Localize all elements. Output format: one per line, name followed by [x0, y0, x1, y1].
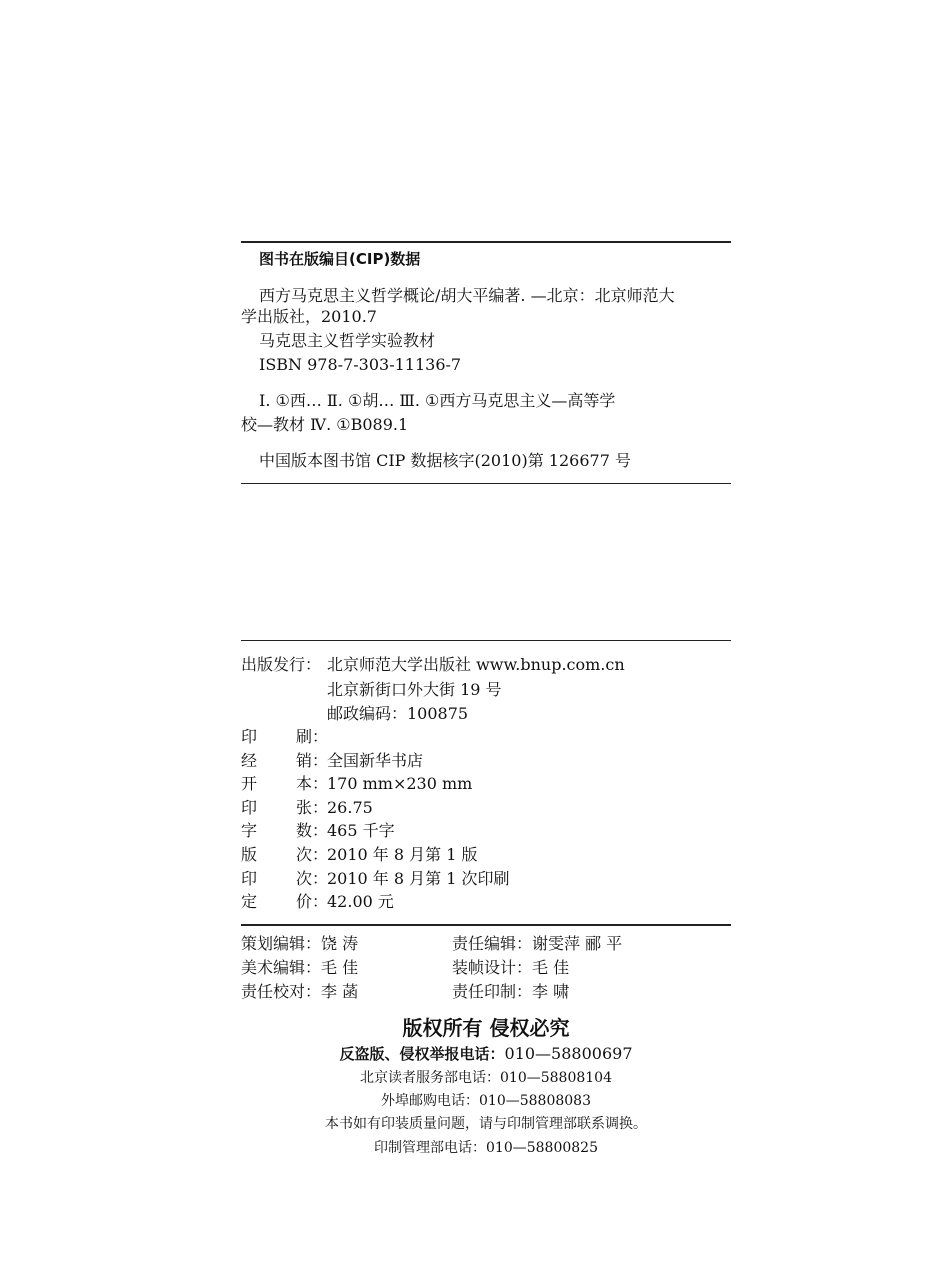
staff-left-1: 策划编辑：饶 涛 [241, 934, 359, 953]
publisher-postcode: 邮政编码：100875 [327, 704, 469, 723]
info-label-char2: 张： [296, 798, 329, 817]
cip-description-line1: 西方马克思主义哲学概论/胡大平编著. —北京：北京师范大 [259, 286, 675, 305]
piracy-report-line [241, 1044, 731, 1064]
info-value: 465 千字 [327, 821, 395, 840]
info-label-char1: 印 [241, 727, 258, 746]
staff-right-3: 责任印制：李 啸 [452, 982, 570, 1001]
mail-order-phone: 外埠邮购电话：010—58808083 [381, 1093, 591, 1109]
cip-classification-line1: Ⅰ. ①西… Ⅱ. ①胡… Ⅲ. ①西方马克思主义—高等学 [259, 391, 616, 410]
staff-right-2: 装帧设计：毛 佳 [452, 958, 570, 977]
piracy-report-label: 反盗版、侵权举报电话： [339, 1045, 505, 1063]
cip-description-line2: 学出版社，2010.7 [241, 307, 377, 326]
cip-heading: 图书在版编目(CIP)数据 [259, 250, 421, 268]
info-label-char1: 印 [241, 798, 258, 817]
info-label-char2: 本： [296, 774, 329, 793]
publisher-address: 北京新街口外大街 19 号 [327, 680, 502, 699]
quality-note: 本书如有印装质量问题，请与印制管理部联系调换。 [325, 1116, 647, 1132]
rights-title: 版权所有 侵权必究 [402, 1016, 570, 1040]
info-row-edition [241, 845, 478, 865]
info-label-char1: 开 [241, 774, 258, 793]
info-label-char2: 数： [296, 821, 329, 840]
cip-classification-line2: 校—教材 Ⅳ. ①B089.1 [241, 415, 409, 434]
piracy-report-phone: 010—58800697 [504, 1044, 633, 1063]
info-row-wordcount [241, 821, 395, 841]
info-label-char2: 次： [296, 869, 329, 888]
info-label-char2: 销： [296, 751, 329, 770]
print-department-phone: 印制管理部电话：010—58800825 [374, 1140, 598, 1156]
staff-right-1: 责任编辑：谢雯萍 郦 平 [452, 934, 623, 953]
cip-series: 马克思主义哲学实验教材 [259, 331, 436, 350]
info-value: 全国新华书店 [327, 751, 424, 770]
info-row-price [241, 892, 394, 912]
cip-bottom-rule [241, 483, 731, 484]
info-row-impression [241, 869, 510, 889]
info-label-char1: 印 [241, 869, 258, 888]
cip-isbn: ISBN 978-7-303-11136-7 [259, 355, 462, 374]
reader-service-phone: 北京读者服务部电话：010—58808104 [360, 1070, 612, 1086]
info-label-char2: 刷： [296, 727, 329, 746]
info-value: 2010 年 8 月第 1 版 [327, 845, 478, 864]
staff-left-3: 责任校对：李 菡 [241, 982, 359, 1001]
info-value: 170 mm×230 mm [327, 774, 473, 793]
publisher-label: 出版发行： [241, 655, 322, 674]
info-row-format [241, 774, 472, 794]
info-row-printing [241, 727, 327, 747]
publisher-value: 北京师范大学出版社 www.bnup.com.cn [327, 655, 625, 674]
staff-left-2: 美术编辑：毛 佳 [241, 958, 359, 977]
info-row-sheets [241, 798, 373, 818]
cip-top-rule [241, 241, 731, 243]
publication-bottom-rule [241, 924, 731, 926]
info-label-char1: 版 [241, 845, 258, 864]
info-value: 42.00 元 [327, 892, 394, 911]
info-label-char1: 经 [241, 751, 258, 770]
info-value: 2010 年 8 月第 1 次印刷 [327, 869, 510, 888]
publication-top-rule [241, 640, 731, 641]
info-label-char2: 次： [296, 845, 329, 864]
info-label-char1: 字 [241, 821, 258, 840]
info-value: 26.75 [327, 798, 373, 817]
info-label-char2: 价： [296, 892, 329, 911]
cip-number: 中国版本图书馆 CIP 数据核字(2010)第 126677 号 [259, 451, 631, 470]
info-row-distribution [241, 751, 423, 771]
info-label-char1: 定 [241, 892, 258, 911]
